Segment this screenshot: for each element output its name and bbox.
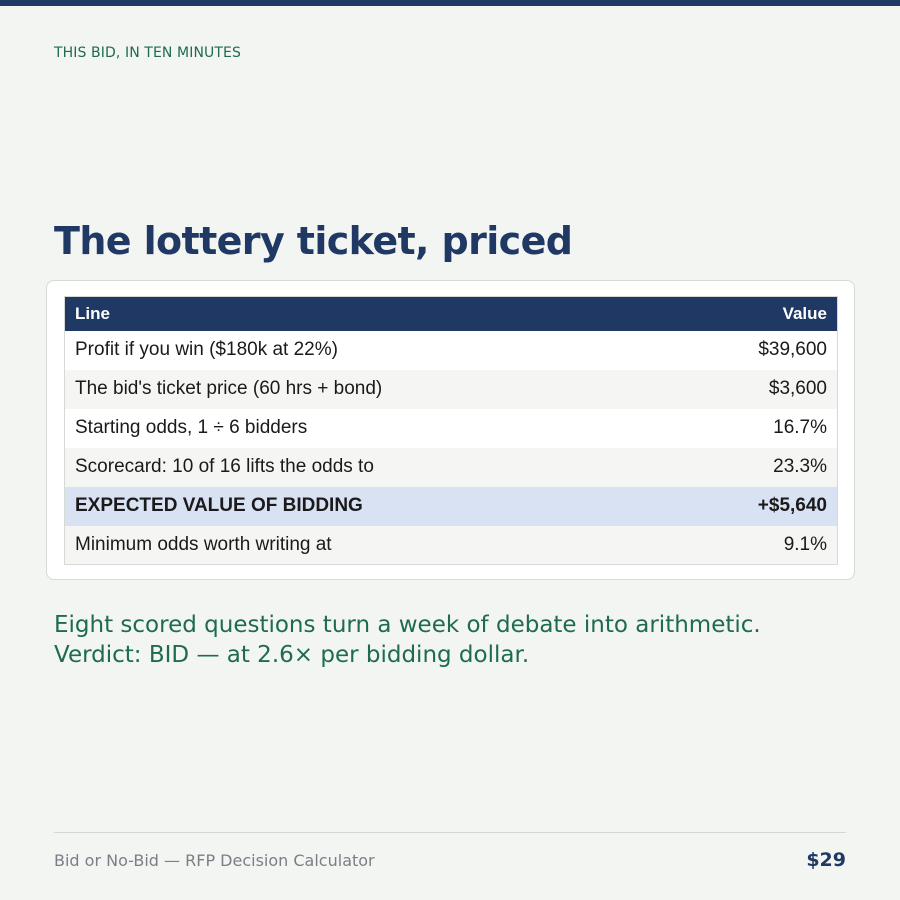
- row-line-cell: Minimum odds worth writing at: [75, 533, 332, 555]
- footer-product-name: Bid or No-Bid — RFP Decision Calculator: [54, 851, 375, 870]
- table-row: [65, 409, 838, 448]
- table-row: [65, 448, 838, 487]
- table-row: [65, 526, 838, 565]
- row-line-cell: Profit if you win ($180k at 22%): [75, 339, 338, 360]
- row-line-cell: The bid's ticket price (60 hrs + bond): [75, 378, 383, 399]
- row-value-cell: $39,600: [758, 339, 827, 360]
- footer-price: $29: [806, 849, 846, 871]
- row-line-cell: EXPECTED VALUE OF BIDDING: [75, 495, 363, 516]
- verdict-text: Eight scored questions turn a week of debate into arithmetic. Verdict: BID — at 2.6× per bidding dollar.: [54, 612, 761, 668]
- expected-value-table: [64, 296, 838, 565]
- table-header-row: [65, 297, 838, 331]
- top-accent-bar: [0, 0, 900, 6]
- table-row: [65, 331, 838, 370]
- row-value-cell: $3,600: [768, 378, 827, 399]
- eyebrow-label: THIS BID, IN TEN MINUTES: [54, 45, 241, 61]
- column-header-value: Value: [782, 303, 827, 323]
- row-value-cell: 16.7%: [773, 417, 827, 438]
- row-line-cell: Starting odds, 1 ÷ 6 bidders: [75, 417, 308, 438]
- table-row: [65, 370, 838, 409]
- column-header-line: Line: [75, 303, 110, 323]
- row-value-cell: 23.3%: [773, 456, 827, 477]
- row-value-cell: +$5,640: [757, 495, 827, 516]
- row-line-cell: Scorecard: 10 of 16 lifts the odds to: [75, 456, 374, 477]
- footer-divider: [54, 832, 846, 833]
- table-card: [46, 280, 855, 580]
- page-title: The lottery ticket, priced: [54, 219, 573, 263]
- row-value-cell: 9.1%: [783, 533, 827, 555]
- table-row-highlighted: [65, 487, 838, 526]
